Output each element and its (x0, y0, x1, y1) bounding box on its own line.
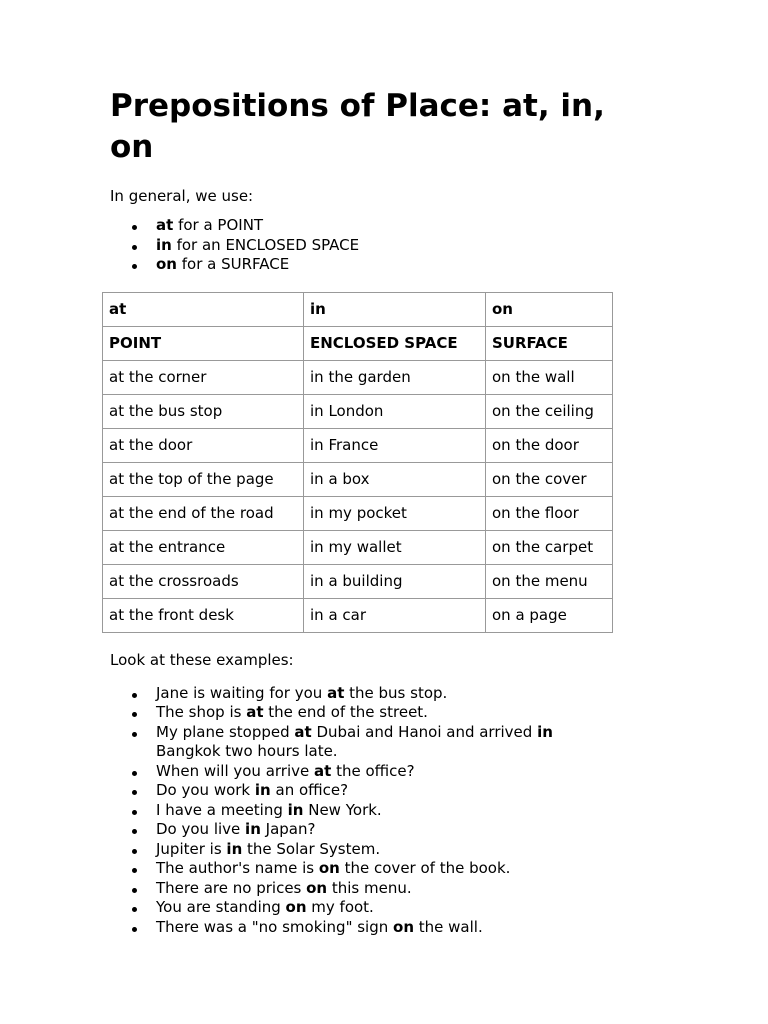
prepositions-table (102, 292, 613, 633)
table-subheader-cell: ENCLOSED SPACE (304, 327, 486, 361)
table-cell: on the ceiling (486, 395, 613, 429)
example-text: Japan? (260, 820, 316, 838)
table-cell: at the top of the page (103, 463, 304, 497)
example-text: this menu. (327, 878, 412, 897)
table-cell: on the carpet (486, 531, 613, 565)
table-cell: in the garden (304, 361, 486, 395)
summary-item-on (156, 255, 670, 275)
example-text: The author's name is (156, 859, 319, 877)
table-row (103, 531, 613, 565)
table-row (103, 599, 613, 633)
example-preposition: on (393, 917, 415, 936)
example-item (156, 703, 556, 723)
table-cell: at the entrance (103, 531, 304, 565)
examples-list (110, 684, 670, 938)
example-preposition: at (327, 683, 345, 702)
example-preposition: in (226, 839, 243, 858)
example-item (156, 723, 556, 762)
table-header-cell: at (103, 293, 304, 327)
table-row (103, 463, 613, 497)
example-preposition: in (254, 781, 271, 799)
example-text: the Solar System. (242, 839, 381, 858)
example-text: I have a meeting (156, 800, 288, 819)
example-text: the wall. (414, 917, 483, 936)
table-cell: at the door (103, 429, 304, 463)
summary-word: on (156, 255, 177, 273)
example-item (156, 918, 556, 938)
table-cell: in London (304, 395, 486, 429)
example-text: When will you arrive (156, 761, 315, 780)
table-row (103, 361, 613, 395)
example-preposition: on (306, 878, 328, 897)
table-cell: on the door (486, 429, 613, 463)
table-cell: in my pocket (304, 497, 486, 531)
document-page (110, 86, 670, 937)
summary-item-in (156, 236, 670, 256)
summary-item-at (156, 216, 670, 236)
table-cell: on the wall (486, 361, 613, 395)
example-item (156, 801, 556, 821)
table-cell: in a car (304, 599, 486, 633)
intro-text: In general, we use: (110, 187, 254, 205)
example-preposition: on (285, 898, 307, 916)
example-preposition: at (246, 703, 264, 721)
summary-word: in (156, 235, 172, 254)
table-cell: at the bus stop (103, 395, 304, 429)
example-item (156, 898, 556, 918)
table-row (103, 497, 613, 531)
table-cell: in France (304, 429, 486, 463)
table-cell: on the cover (486, 463, 613, 497)
example-item (156, 820, 556, 840)
table-cell: in my wallet (304, 531, 486, 565)
table-subheader-row (103, 327, 613, 361)
table-cell: on the menu (486, 565, 613, 599)
table-cell: on a page (486, 599, 613, 633)
table-cell: at the front desk (103, 599, 304, 633)
example-preposition: in (287, 800, 304, 819)
example-item (156, 762, 556, 782)
summary-word: at (156, 216, 174, 234)
example-item (156, 879, 556, 899)
table-header-row (103, 293, 613, 327)
summary-text: for a SURFACE (176, 255, 290, 273)
example-text: You are standing (156, 898, 286, 916)
example-item (156, 859, 556, 879)
table-cell: in a building (304, 565, 486, 599)
example-text: the office? (331, 761, 415, 780)
table-cell: in a box (304, 463, 486, 497)
page-title: Prepositions of Place: at, in, on (110, 88, 605, 165)
example-item (156, 684, 556, 704)
example-text: Bangkok two hours late. (156, 742, 338, 760)
example-preposition: at (294, 722, 312, 741)
table-subheader-cell: SURFACE (486, 327, 613, 361)
example-text: my foot. (306, 898, 374, 916)
example-text: The shop is (156, 703, 247, 721)
table-row (103, 565, 613, 599)
table-cell: at the corner (103, 361, 304, 395)
example-preposition: in (537, 722, 553, 741)
example-item (156, 781, 556, 801)
summary-text: for an ENCLOSED SPACE (171, 235, 360, 254)
example-text: There are no prices (156, 878, 307, 897)
example-text: the bus stop. (344, 683, 448, 702)
example-text: Dubai and Hanoi and arrived (311, 722, 538, 741)
example-text: Do you work (156, 781, 255, 799)
example-text: There was a "no smoking" sign (156, 917, 394, 936)
example-text: New York. (303, 800, 382, 819)
table-header-cell: on (486, 293, 613, 327)
examples-lead-text: Look at these examples: (110, 650, 294, 669)
example-item (156, 840, 556, 860)
table-header-cell: in (304, 293, 486, 327)
table-cell: at the crossroads (103, 565, 304, 599)
table-row (103, 395, 613, 429)
table-subheader-cell: POINT (103, 327, 304, 361)
table-cell: at the end of the road (103, 497, 304, 531)
example-text: Jane is waiting for you (156, 683, 328, 702)
example-preposition: on (318, 859, 340, 877)
example-text: Jupiter is (156, 839, 227, 858)
summary-list (110, 216, 670, 275)
example-preposition: in (245, 820, 261, 838)
example-preposition: at (314, 761, 332, 780)
table-cell: on the floor (486, 497, 613, 531)
example-text: My plane stopped (156, 722, 295, 741)
example-text: the end of the street. (263, 703, 428, 721)
table-row (103, 429, 613, 463)
example-text: Do you live (156, 820, 246, 838)
example-text: the cover of the book. (339, 859, 511, 877)
example-text: an office? (270, 781, 349, 799)
summary-text: for a POINT (173, 216, 264, 234)
